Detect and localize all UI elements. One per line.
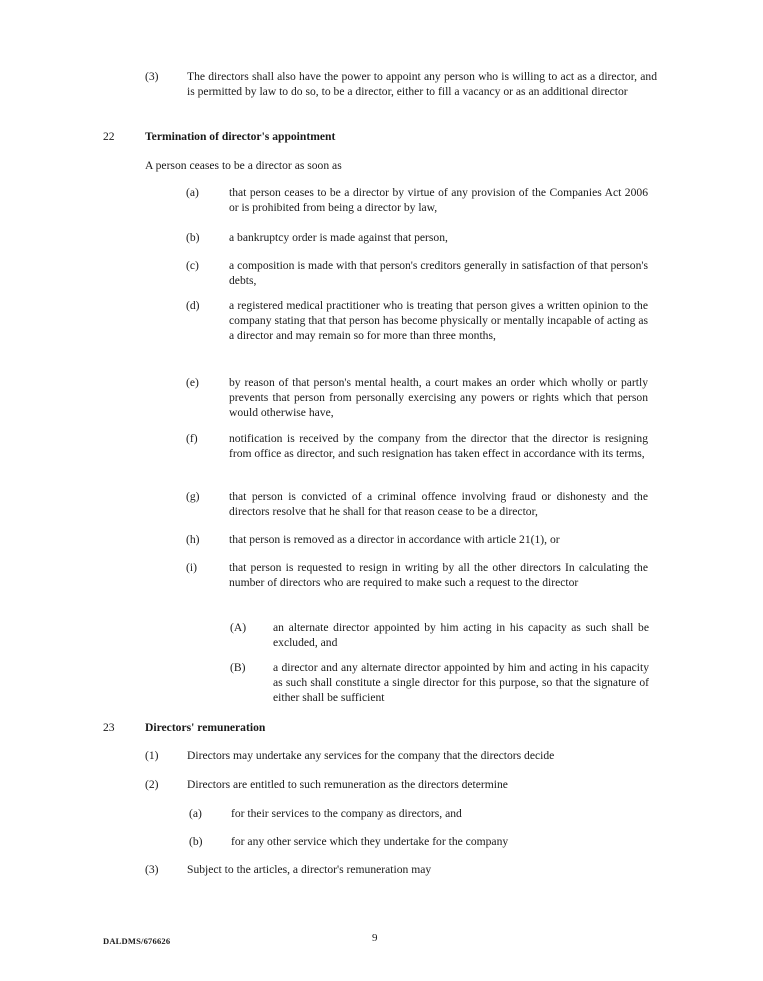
subitem-label: (b) bbox=[189, 835, 203, 848]
subitem-text: for their services to the company as directors, and bbox=[231, 807, 462, 820]
item-text: Subject to the articles, a director's remuneration may bbox=[187, 863, 432, 876]
subitem-text: an alternate director appointed by him acting in his capacity as such shall be excluded, and bbox=[273, 621, 649, 649]
item-label: (1) bbox=[145, 749, 159, 762]
item-text: notification is received by the company from the director that the director is resigning from office as director, and such resignation has taken effect in accordance with its terms, bbox=[229, 432, 648, 460]
section-22-heading: Termination of director's appointment bbox=[145, 130, 336, 143]
item-text: a composition is made with that person's creditors generally in satisfaction of that person's debts, bbox=[229, 259, 648, 287]
subitem-text: a director and any alternate director appointed by him and acting in his capacity as such shall constitute a single director for this purpose, so that the signature of either shall be sufficient bbox=[273, 661, 649, 704]
item-label: (b) bbox=[186, 231, 200, 244]
item-text: that person is requested to resign in writing by all the other directors In calculating the number of directors who are required to make such a request to the director bbox=[229, 561, 648, 589]
item-label: (a) bbox=[186, 186, 199, 199]
item-text: that person is convicted of a criminal offence involving fraud or dishonesty and the directors resolve that he shall for that reason cease to be a director, bbox=[229, 490, 648, 518]
item-text: that person is removed as a director in accordance with article 21(1), or bbox=[229, 533, 560, 546]
subitem-label: (a) bbox=[189, 807, 202, 820]
item-text: Directors are entitled to such remuneration as the directors determine bbox=[187, 778, 508, 791]
item-text: a bankruptcy order is made against that person, bbox=[229, 231, 448, 244]
subitem-label: (A) bbox=[230, 621, 247, 634]
document-reference: DALDMS/676626 bbox=[103, 936, 171, 946]
item-label: (i) bbox=[186, 561, 197, 574]
section-22-intro: A person ceases to be a director as soon as bbox=[145, 159, 342, 172]
item-text: by reason of that person's mental health, a court makes an order which wholly or partly prevents that person from personally exercising any powers or rights which that person would otherwise have, bbox=[229, 376, 648, 419]
page-number: 9 bbox=[372, 932, 378, 944]
item-text: that person ceases to be a director by virtue of any provision of the Companies Act 2006 or is prohibited from being a director by law, bbox=[229, 186, 648, 214]
item-label: (2) bbox=[145, 778, 159, 791]
item-label: (f) bbox=[186, 432, 198, 445]
item-label: (h) bbox=[186, 533, 200, 546]
item-label: (3) bbox=[145, 863, 159, 876]
item-text: Directors may undertake any services for the company that the directors decide bbox=[187, 749, 555, 762]
subitem-label: (B) bbox=[230, 661, 246, 674]
clause-21-3-text: The directors shall also have the power to appoint any person who is willing to act as a director, and is permitted by law to do so, to be a director, either to fill a vacancy or as an additional director bbox=[187, 70, 657, 98]
item-label: (d) bbox=[186, 299, 200, 312]
item-label: (g) bbox=[186, 490, 200, 503]
section-23-heading: Directors' remuneration bbox=[145, 721, 266, 734]
section-22-number: 22 bbox=[103, 130, 115, 143]
section-23-number: 23 bbox=[103, 721, 115, 734]
item-label: (e) bbox=[186, 376, 199, 389]
item-label: (c) bbox=[186, 259, 199, 272]
subitem-text: for any other service which they undertake for the company bbox=[231, 835, 509, 848]
clause-21-3-number: (3) bbox=[145, 70, 159, 83]
item-text: a registered medical practitioner who is treating that person gives a written opinion to the company stating that that person has become physically or mentally incapable of acting as a director and may remain so for more than three months, bbox=[229, 299, 648, 342]
